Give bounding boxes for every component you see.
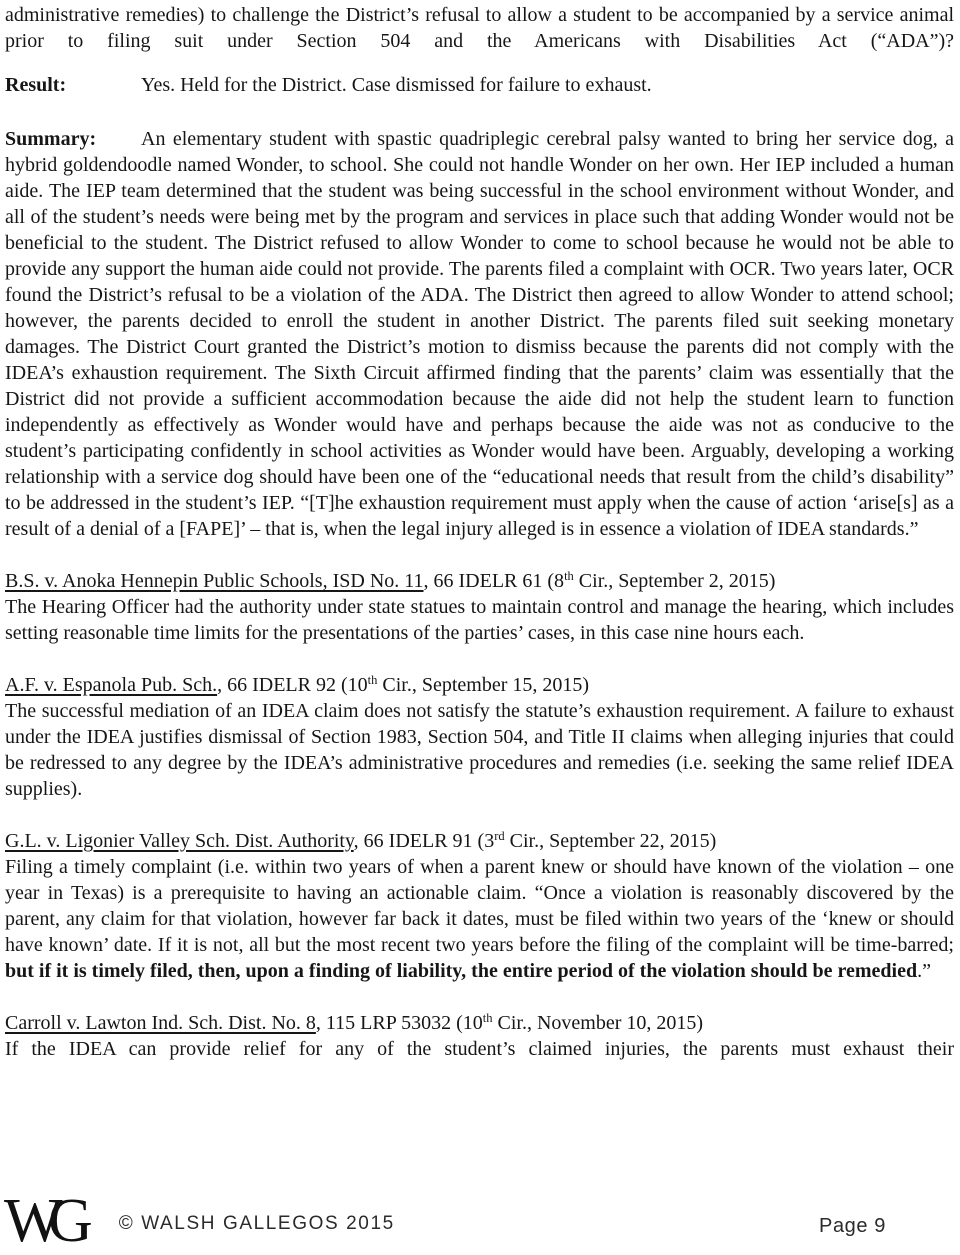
case-body-bold-text: but if it is timely filed, then, upon a finding of liability, the entire period of the violation should be remedied — [5, 960, 918, 982]
case-cite-date: Cir., November 10, 2015) — [492, 1012, 704, 1034]
summary-label: Summary: — [5, 128, 97, 150]
ordinal-superscript: th — [367, 673, 378, 687]
case-citation — [5, 672, 954, 698]
case-body-text: The successful mediation of an IDEA claim does not satisfy the statute’s exhaustion requirement. A failure to exhaust under the IDEA justifies dismissal of Section 1983, Section 504, and Title II claims when alleging injuries that could be redressed to any degree by the IDEA’s administrative procedures and remedies (i.e. seeking the same relief IDEA supplies). — [5, 700, 954, 800]
summary-text: An elementary student with spastic quadriplegic cerebral palsy wanted to bring her service dog, a hybrid goldendoodle named Wonder, to school. She could not handle Wonder on her own. Her IEP included a human aide. The IEP team determined that the student was being successful in the school environment without Wonder, and all of the student’s needs were being met by the program and services in place such that adding Wonder would not be beneficial to the student. The District refused to allow Wonder to come to school because he would not be able to provide any support the human aide could not provide. The parents filed a complaint with OCR. Two years later, OCR found the District’s refusal to be a violation of the ADA. The District then agreed to allow Wonder to attend school; however, the parents decided to enroll the student in another District. The parents filed suit seeking monetary damages. The District Court granted the District’s motion to dismiss because the parents did not comply with the IDEA’s exhaustion requirement. The Sixth Circuit affirmed finding that the parents’ claim was essentially that the District did not provide a sufficient accommodation because the aide did not help the student learn to function independently as effectively as Wonder would have and perhaps because the aide was not as conducive to the student’s participating confidently in school activities as Wonder would have been. Arguably, developing a working relationship with a service dog should have been one of the “educational needs that result from the child’s disability” to be addressed in the student’s IEP. “[T]he exhaustion requirement must apply when the cause of action ‘arise[s] as a result of a denial of a [FAPE]’ – that is, when the legal injury alleged is in essence a violation of IDEA standards.” — [5, 128, 954, 540]
ordinal-superscript: rd — [494, 829, 505, 843]
ordinal-superscript: th — [564, 569, 574, 583]
case-block-bs-anoka — [5, 568, 954, 646]
case-body-text: Filing a timely complaint (i.e. within two years of when a parent knew or should have known of the violation – one year in Texas) is a prerequisite to having an actionable claim. “Once a violation is reasonably discovered by the parent, any claim for that violation, however far back it dates, must be filed within two years of the ‘knew or should have known’ date. If it is not, all but the most recent two years before the filing of the complaint will be time-barred; — [5, 856, 954, 956]
case-name: G.L. v. Ligonier Valley Sch. Dist. Authority — [5, 830, 354, 852]
case-block-carroll-lawton — [5, 1010, 954, 1062]
case-body-text: The Hearing Officer had the authority under state statues to maintain control and manage the hearing, which includes setting reasonable time limits for the presentations of the parties’ cases, in this case nine hours each. — [5, 596, 954, 644]
case-body-closing: .” — [917, 960, 931, 982]
summary-paragraph — [5, 126, 954, 542]
page-number: Page 9 — [819, 1215, 886, 1237]
page-footer — [0, 1187, 960, 1255]
case-cite-date: Cir., September 15, 2015) — [377, 674, 590, 696]
intro-paragraph: administrative remedies) to challenge the District’s refusal to allow a student to be accompanied by a service animal prior to filing suit under Section 504 and the Americans with Disabilities Act (“ADA”)? — [5, 4, 954, 52]
case-cite-date: Cir., September 2, 2015) — [573, 570, 776, 592]
case-cite: , 66 IDELR 92 (10 — [217, 674, 368, 696]
case-name: Carroll v. Lawton Ind. Sch. Dist. No. 8 — [5, 1012, 316, 1034]
case-block-gl-ligonier — [5, 828, 954, 984]
case-citation — [5, 828, 954, 854]
case-summary-text — [5, 854, 954, 984]
result-text: Yes. Held for the District. Case dismissed for failure to exhaust. — [141, 74, 652, 96]
case-cite: , 66 IDELR 61 (8 — [423, 570, 565, 592]
case-summary-text — [5, 1036, 954, 1062]
case-block-af-espanola — [5, 672, 954, 802]
case-body-text: If the IDEA can provide relief for any of the student’s claimed injuries, the parents must exhaust their — [5, 1038, 954, 1060]
case-cite-date: Cir., September 22, 2015) — [504, 830, 717, 852]
ordinal-superscript: th — [482, 1011, 493, 1025]
case-summary-text — [5, 698, 954, 802]
case-name: B.S. v. Anoka Hennepin Public Schools, ISD No. 11 — [5, 570, 424, 592]
case-cite: , 115 LRP 53032 (10 — [315, 1012, 483, 1034]
case-cite: , 66 IDELR 91 (3 — [353, 830, 495, 852]
case-name: A.F. v. Espanola Pub. Sch. — [5, 674, 218, 696]
case-citation — [5, 568, 954, 594]
case-summary-text — [5, 594, 954, 646]
case-citation — [5, 1010, 954, 1036]
walsh-gallegos-logo: WG — [4, 1187, 79, 1255]
copyright-text: © WALSH GALLEGOS 2015 — [118, 1213, 395, 1234]
result-line — [5, 72, 954, 98]
result-label: Result: — [5, 74, 67, 96]
